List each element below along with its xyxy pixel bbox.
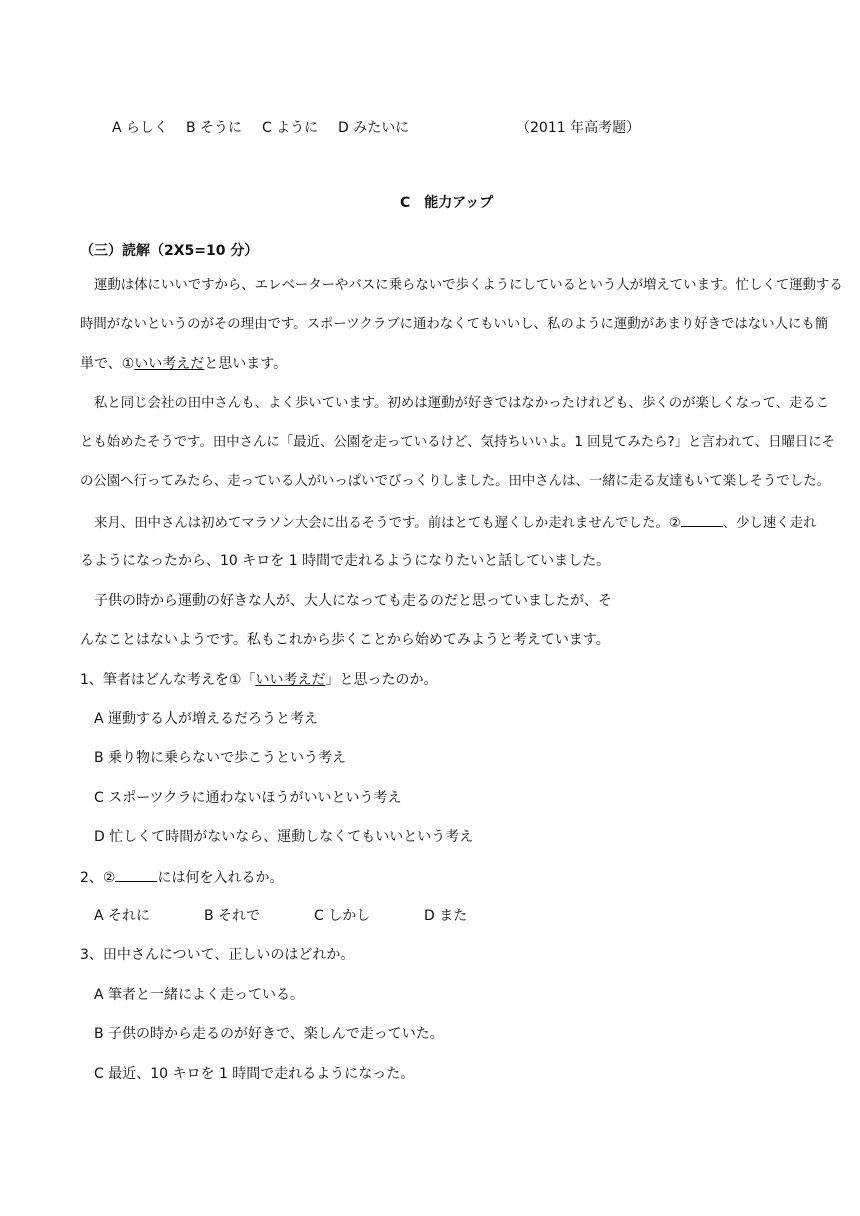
question-3: 3、田中さんについて、正しいのはどれか。 bbox=[80, 947, 355, 963]
q1-option-c: C スポーツクラに通わないほうがいいという考え bbox=[94, 790, 402, 806]
passage-line: 時間がないというのがその理由です。スポーツクラブに通わなくてもいいし、私のように運動があまり好きではない人にも簡 bbox=[80, 317, 829, 332]
passage-line: 私と同じ会社の田中さんも、よく歩いています。初めは運動が好きではなかったけれども、歩くのが楽しくなって、走るこ bbox=[94, 396, 830, 411]
choice-a: A らしく bbox=[112, 120, 169, 136]
question-1 bbox=[80, 670, 437, 690]
q2-option-c: C しかし bbox=[314, 908, 371, 924]
passage-text: 、少し速く走れ bbox=[722, 516, 817, 531]
answer-blank bbox=[681, 512, 723, 527]
question-text: には何を入れるか。 bbox=[157, 870, 284, 886]
q1-option-b: B 乗り物に乗らないで歩こうという考え bbox=[94, 750, 347, 766]
passage-line: の公園へ行ってみたら、走っている人がいっぱいでびっくりしました。田中さんは、一緒に走る友達もいて楽しそうでした。 bbox=[80, 474, 830, 489]
question-text: 1、筆者はどんな考えを①「 bbox=[80, 672, 256, 688]
q2-option-a: A それに bbox=[94, 908, 151, 924]
question-text: 2、② bbox=[80, 870, 116, 886]
passage-line bbox=[80, 354, 287, 374]
passage-text: 来月、田中さんは初めてマラソン大会に出るそうです。前はとても遅くしか走れませんでした。② bbox=[94, 516, 681, 531]
q3-option-a: A 筆者と一緒によく走っている。 bbox=[94, 987, 305, 1003]
source-note: （2011 年高考题） bbox=[516, 120, 641, 136]
q3-option-c: C 最近、10 キロを 1 時間で走れるようになった。 bbox=[94, 1066, 415, 1082]
choice-b: B そうに bbox=[186, 120, 243, 136]
answer-blank bbox=[115, 867, 157, 882]
underlined-phrase: いい考えだ bbox=[255, 672, 326, 688]
q2-option-b: B それで bbox=[204, 908, 261, 924]
reading-heading: （三）読解（2X5=10 分） bbox=[80, 243, 259, 259]
passage-line: 運動は体にいいですから、エレベーターやバスに乗らないで歩くようにしているという人が増えています。忙しくて運動する bbox=[94, 278, 843, 293]
passage-line: るようになったから、10 キロを 1 時間で走れるようになりたいと話していました。 bbox=[80, 553, 611, 569]
q2-option-d: D また bbox=[424, 908, 468, 924]
passage-line: 子供の時から運動の好きな人が、大人になっても走るのだと思っていましたが、そ bbox=[94, 593, 612, 609]
choice-d: D みたいに bbox=[338, 120, 410, 136]
passage-line: んなことはないようです。私もこれから歩くことから始めてみようと考えています。 bbox=[80, 632, 610, 648]
passage-text: 単で、① bbox=[80, 356, 135, 372]
q1-option-a: A 運動する人が増えるだろうと考え bbox=[94, 711, 319, 727]
underlined-phrase: いい考えだ bbox=[134, 356, 205, 372]
q1-option-d: D 忙しくて時間がないなら、運動しなくてもいいという考え bbox=[94, 829, 474, 845]
q3-option-b: B 子供の時から走るのが好きで、楽しんで走っていた。 bbox=[94, 1026, 444, 1042]
passage-text: と思います。 bbox=[204, 356, 288, 372]
section-title: C 能力アップ bbox=[400, 195, 494, 211]
passage-line: とも始めたそうです。田中さんに「最近、公園を走っているけど、気持ちいいよ。1 回見てみたら?」と言われて、日曜日にそ bbox=[80, 435, 836, 450]
passage-line bbox=[94, 512, 816, 534]
question-2 bbox=[80, 867, 283, 888]
question-text: 」と思ったのか。 bbox=[325, 672, 438, 688]
choice-c: C ように bbox=[262, 120, 319, 136]
